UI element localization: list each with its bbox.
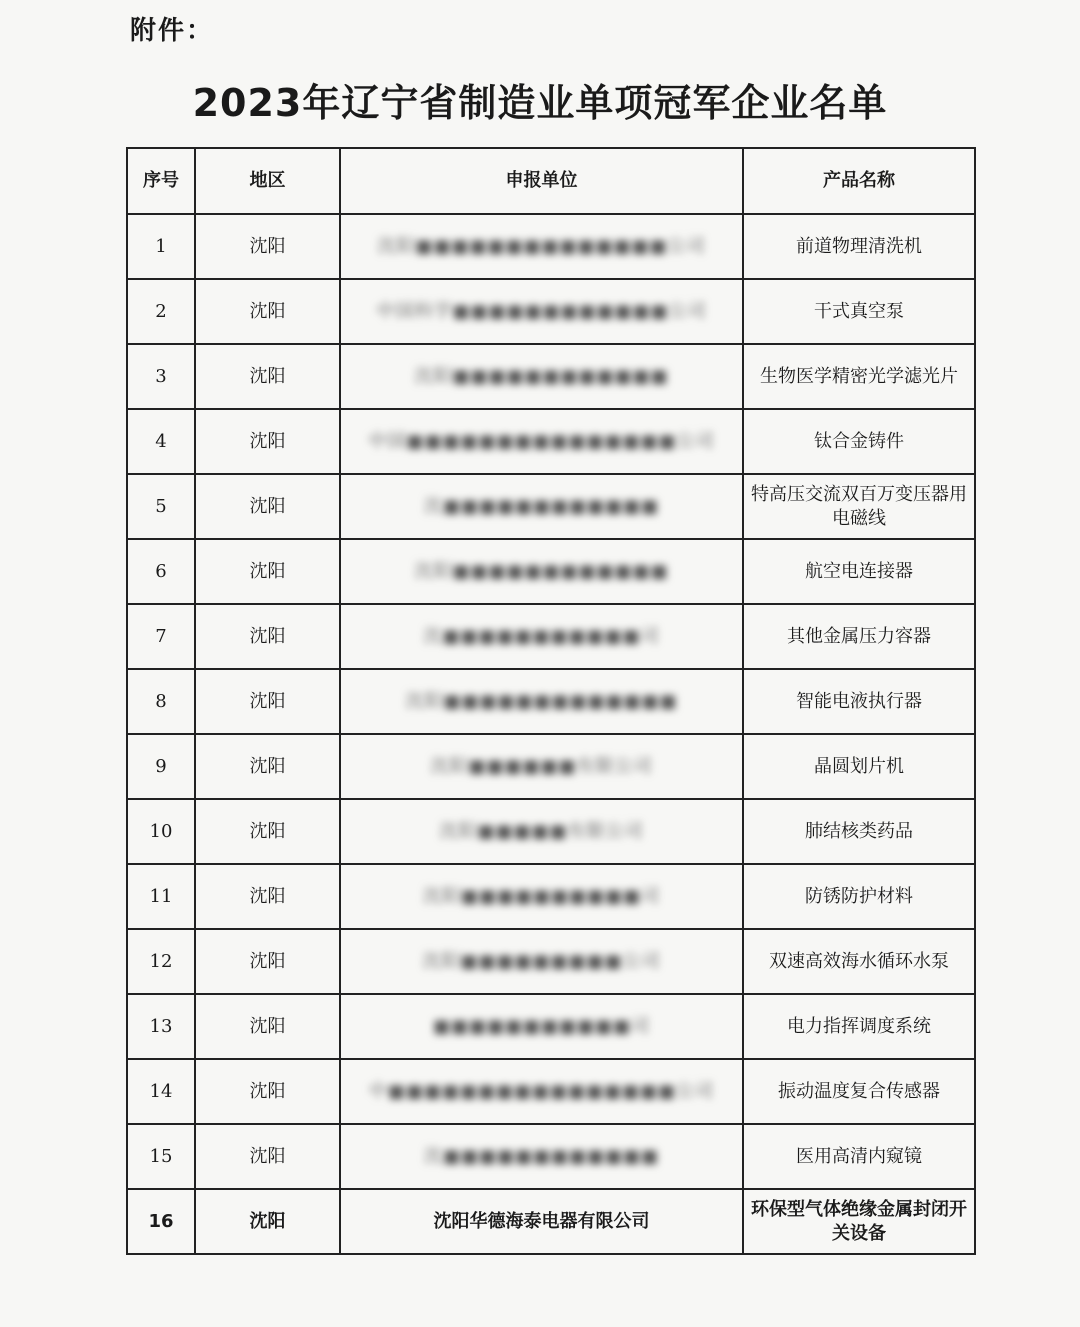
table-row: [127, 1189, 975, 1254]
row-product: 防锈防护材料: [743, 864, 975, 929]
row-region: 沈阳: [195, 344, 340, 409]
blurred-unit-name: 沈阳■■■■■有限公司: [439, 820, 644, 842]
row-product: 特高压交流双百万变压器用电磁线: [743, 474, 975, 539]
table-row: [127, 279, 975, 344]
row-seq: 4: [127, 409, 195, 474]
row-unit: [340, 409, 743, 474]
row-seq: 8: [127, 669, 195, 734]
row-product: 钛合金铸件: [743, 409, 975, 474]
blurred-unit-name: 沈阳■■■■■■■■■■■■■■公司: [377, 235, 706, 257]
row-region: 沈阳: [195, 279, 340, 344]
row-seq: 10: [127, 799, 195, 864]
row-seq: 3: [127, 344, 195, 409]
row-unit: [340, 539, 743, 604]
row-unit: 沈阳华德海泰电器有限公司: [340, 1189, 743, 1254]
row-region: 沈阳: [195, 864, 340, 929]
row-seq: 15: [127, 1124, 195, 1189]
table-row: [127, 344, 975, 409]
blurred-unit-name: 沈阳■■■■■■■■■■■■: [414, 365, 669, 387]
table-row: [127, 474, 975, 539]
header-unit: 申报单位: [340, 148, 743, 214]
row-region: 沈阳: [195, 799, 340, 864]
row-region: 沈阳: [195, 604, 340, 669]
row-region: 沈阳: [195, 214, 340, 279]
row-unit: [340, 604, 743, 669]
row-region: 沈阳: [195, 1124, 340, 1189]
row-product: 生物医学精密光学滤光片: [743, 344, 975, 409]
row-region: 沈阳: [195, 1059, 340, 1124]
blurred-unit-name: 沈■■■■■■■■■■■■: [423, 1145, 660, 1167]
row-seq: 16: [127, 1189, 195, 1254]
header-region: 地区: [195, 148, 340, 214]
header-product: 产品名称: [743, 148, 975, 214]
row-unit: [340, 1059, 743, 1124]
row-region: 沈阳: [195, 669, 340, 734]
blurred-unit-name: 沈■■■■■■■■■■■■: [423, 495, 660, 517]
row-region: 沈阳: [195, 734, 340, 799]
header-seq: 序号: [127, 148, 195, 214]
blurred-unit-name: 沈阳■■■■■■■■■■■■: [414, 560, 669, 582]
table-row: [127, 409, 975, 474]
row-unit: [340, 474, 743, 539]
row-product: 双速高效海水循环水泵: [743, 929, 975, 994]
document-title: 2023年辽宁省制造业单项冠军企业名单: [192, 81, 888, 125]
row-seq: 14: [127, 1059, 195, 1124]
row-seq: 7: [127, 604, 195, 669]
row-product: 智能电液执行器: [743, 669, 975, 734]
row-seq: 1: [127, 214, 195, 279]
row-product: 振动温度复合传感器: [743, 1059, 975, 1124]
row-region: 沈阳: [195, 539, 340, 604]
row-unit: [340, 279, 743, 344]
row-seq: 12: [127, 929, 195, 994]
company-list-table: [126, 147, 976, 1255]
blurred-unit-name: 中国科学■■■■■■■■■■■■公司: [376, 300, 707, 322]
blurred-unit-name: 沈阳■■■■■■■■■■■■■: [405, 690, 678, 712]
table-row: [127, 604, 975, 669]
blurred-unit-name: 沈阳■■■■■■■■■公司: [422, 950, 661, 972]
row-product: 电力指挥调度系统: [743, 994, 975, 1059]
attachment-label: 附件：: [130, 16, 215, 46]
row-product: 晶圆划片机: [743, 734, 975, 799]
table-row: [127, 864, 975, 929]
table-row: [127, 734, 975, 799]
blurred-unit-name: 沈阳■■■■■■有限公司: [430, 755, 653, 777]
row-region: 沈阳: [195, 409, 340, 474]
row-unit: [340, 864, 743, 929]
row-unit: [340, 214, 743, 279]
blurred-unit-name: 中■■■■■■■■■■■■■■■■公司: [368, 1080, 715, 1102]
blurred-unit-name: 中国■■■■■■■■■■■■■■■公司: [368, 430, 715, 452]
blurred-unit-name: 沈■■■■■■■■■■■司: [423, 625, 660, 647]
blurred-unit-name: ■■■■■■■■■■■司: [432, 1015, 651, 1037]
row-seq: 5: [127, 474, 195, 539]
row-product: 干式真空泵: [743, 279, 975, 344]
row-product: 其他金属压力容器: [743, 604, 975, 669]
table-header-row: [127, 148, 975, 214]
row-product: 医用高清内窥镜: [743, 1124, 975, 1189]
row-product: 前道物理清洗机: [743, 214, 975, 279]
table-row: [127, 1124, 975, 1189]
row-seq: 11: [127, 864, 195, 929]
row-region: 沈阳: [195, 1189, 340, 1254]
table-row: [127, 214, 975, 279]
table-row: [127, 539, 975, 604]
table-row: [127, 929, 975, 994]
row-region: 沈阳: [195, 929, 340, 994]
table-row: [127, 1059, 975, 1124]
table-row: [127, 994, 975, 1059]
blurred-unit-name: 沈阳■■■■■■■■■■司: [422, 885, 661, 907]
row-region: 沈阳: [195, 994, 340, 1059]
row-product: 环保型气体绝缘金属封闭开关设备: [743, 1189, 975, 1254]
row-unit: [340, 1124, 743, 1189]
row-unit: [340, 994, 743, 1059]
row-seq: 9: [127, 734, 195, 799]
row-unit: [340, 669, 743, 734]
row-seq: 13: [127, 994, 195, 1059]
row-region: 沈阳: [195, 474, 340, 539]
row-unit: [340, 734, 743, 799]
row-seq: 2: [127, 279, 195, 344]
row-product: 航空电连接器: [743, 539, 975, 604]
row-unit: [340, 929, 743, 994]
row-unit: [340, 344, 743, 409]
row-unit: [340, 799, 743, 864]
row-seq: 6: [127, 539, 195, 604]
table-row: [127, 669, 975, 734]
row-product: 肺结核类药品: [743, 799, 975, 864]
table-body: [127, 214, 975, 1254]
table-row: [127, 799, 975, 864]
